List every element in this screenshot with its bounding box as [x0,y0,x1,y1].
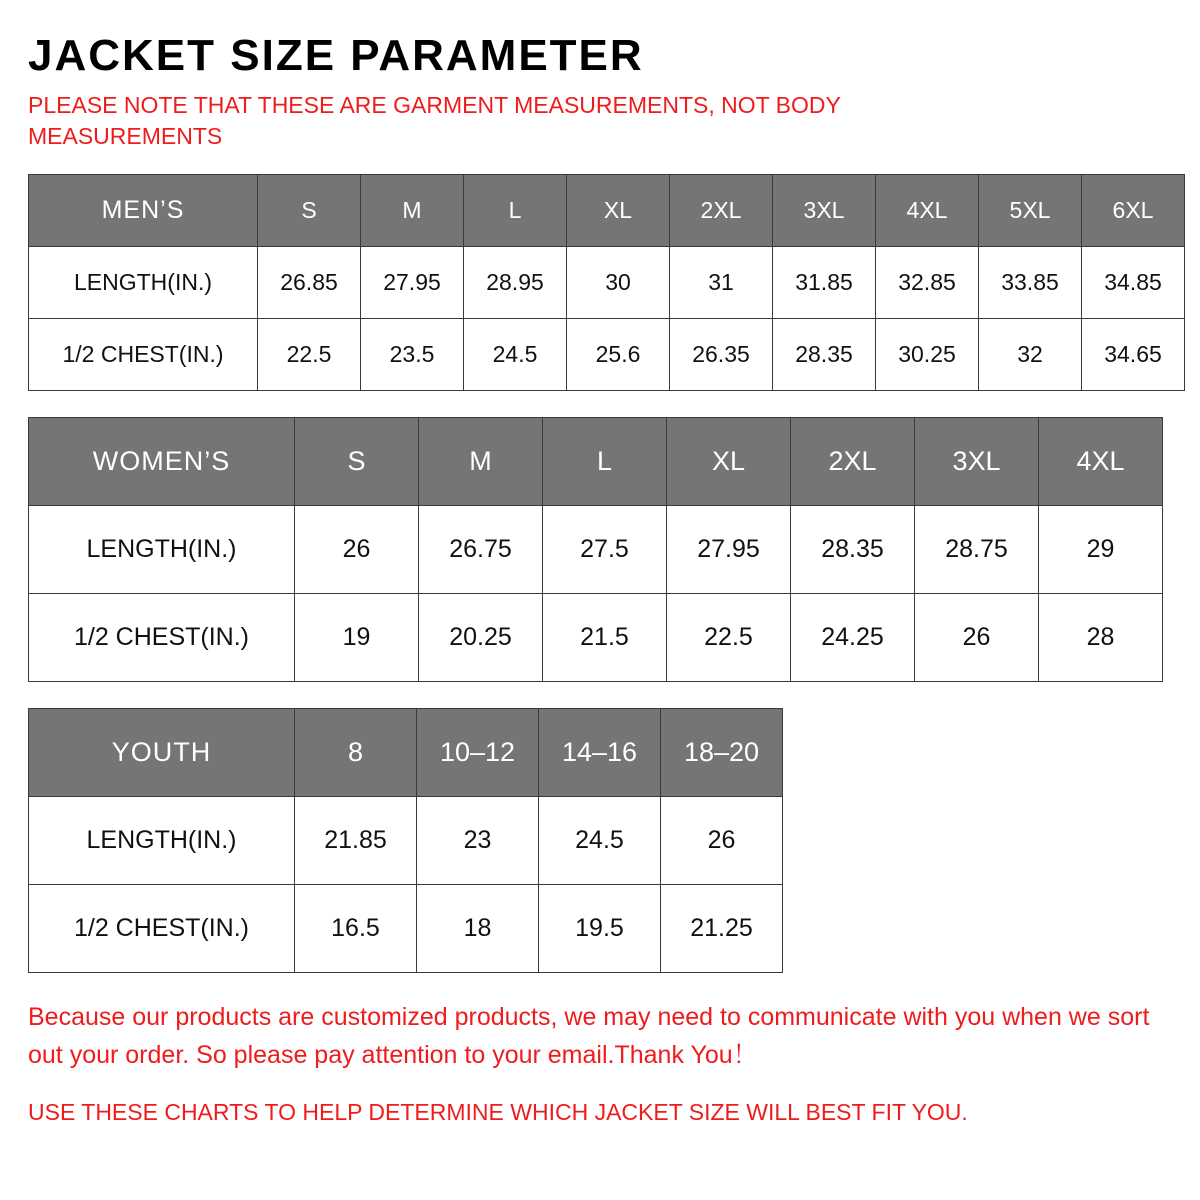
womens-table-label: WOMEN’S [29,418,295,506]
measurement-cell: 28.95 [464,247,567,319]
measurement-cell: 20.25 [419,594,543,682]
size-header-cell: S [295,418,419,506]
measurement-cell: 30.25 [876,319,979,391]
measurement-cell: 34.65 [1082,319,1185,391]
measurement-cell: 16.5 [295,885,417,973]
measurement-cell: 28.75 [915,506,1039,594]
size-header-cell: 2XL [670,175,773,247]
table-header-row [29,418,1163,506]
measurement-cell: 24.5 [539,797,661,885]
size-header-cell: M [361,175,464,247]
customization-note: Because our products are customized products, we may need to communicate with you when we sort out your order. So please pay attention to your email.Thank You！ [28,1003,1150,1069]
measurement-cell: 28.35 [773,319,876,391]
measurement-cell: 26 [915,594,1039,682]
size-header-cell: L [543,418,667,506]
measurement-cell: 26.85 [258,247,361,319]
measurement-cell: 24.25 [791,594,915,682]
row-label: 1/2 CHEST(IN.) [29,885,295,973]
measurement-cell: 28.35 [791,506,915,594]
size-header-cell: 10–12 [417,709,539,797]
table-row [29,247,1185,319]
table-row [29,319,1185,391]
measurement-cell: 30 [567,247,670,319]
table-header-row [29,175,1185,247]
measurement-cell: 24.5 [464,319,567,391]
size-header-cell: 6XL [1082,175,1185,247]
size-header-cell: M [419,418,543,506]
measurement-cell: 23.5 [361,319,464,391]
row-label: LENGTH(IN.) [29,797,295,885]
measurement-cell: 29 [1039,506,1163,594]
measurement-cell: 21.85 [295,797,417,885]
measurement-cell: 26 [295,506,419,594]
row-label: 1/2 CHEST(IN.) [29,319,258,391]
chart-usage-note: USE THESE CHARTS TO HELP DETERMINE WHICH JACKET SIZE WILL BEST FIT YOU. [28,1099,968,1126]
measurement-cell: 27.95 [667,506,791,594]
measurement-cell: 33.85 [979,247,1082,319]
measurement-cell: 22.5 [667,594,791,682]
measurement-cell: 22.5 [258,319,361,391]
size-header-cell: 8 [295,709,417,797]
size-header-cell: S [258,175,361,247]
garment-measurement-note: PLEASE NOTE THAT THESE ARE GARMENT MEASUREMENTS, NOT BODY MEASUREMENTS [28,92,841,150]
size-header-cell: 18–20 [661,709,783,797]
size-header-cell: XL [567,175,670,247]
mens-table-label: MEN’S [29,175,258,247]
row-label: LENGTH(IN.) [29,506,295,594]
size-header-cell: XL [667,418,791,506]
measurement-cell: 26.75 [419,506,543,594]
size-header-cell: L [464,175,567,247]
table-header-row [29,709,783,797]
table-row [29,594,1163,682]
measurement-cell: 18 [417,885,539,973]
measurement-cell: 26 [661,797,783,885]
youth-size-table [28,708,783,973]
measurement-cell: 27.5 [543,506,667,594]
measurement-cell: 27.95 [361,247,464,319]
table-row [29,885,783,973]
measurement-cell: 31 [670,247,773,319]
measurement-cell: 32.85 [876,247,979,319]
page-title: JACKET SIZE PARAMETER [28,31,644,80]
measurement-cell: 23 [417,797,539,885]
row-label: 1/2 CHEST(IN.) [29,594,295,682]
size-header-cell: 4XL [876,175,979,247]
measurement-cell: 19 [295,594,419,682]
youth-table-label: YOUTH [29,709,295,797]
measurement-cell: 21.25 [661,885,783,973]
mens-size-table [28,174,1185,391]
size-header-cell: 3XL [773,175,876,247]
measurement-cell: 26.35 [670,319,773,391]
womens-size-table [28,417,1163,682]
size-header-cell: 2XL [791,418,915,506]
measurement-cell: 25.6 [567,319,670,391]
measurement-cell: 28 [1039,594,1163,682]
size-header-cell: 3XL [915,418,1039,506]
row-label: LENGTH(IN.) [29,247,258,319]
measurement-cell: 31.85 [773,247,876,319]
measurement-cell: 32 [979,319,1082,391]
table-row [29,797,783,885]
size-header-cell: 4XL [1039,418,1163,506]
measurement-cell: 21.5 [543,594,667,682]
size-header-cell: 14–16 [539,709,661,797]
measurement-cell: 34.85 [1082,247,1185,319]
size-header-cell: 5XL [979,175,1082,247]
measurement-cell: 19.5 [539,885,661,973]
table-row [29,506,1163,594]
